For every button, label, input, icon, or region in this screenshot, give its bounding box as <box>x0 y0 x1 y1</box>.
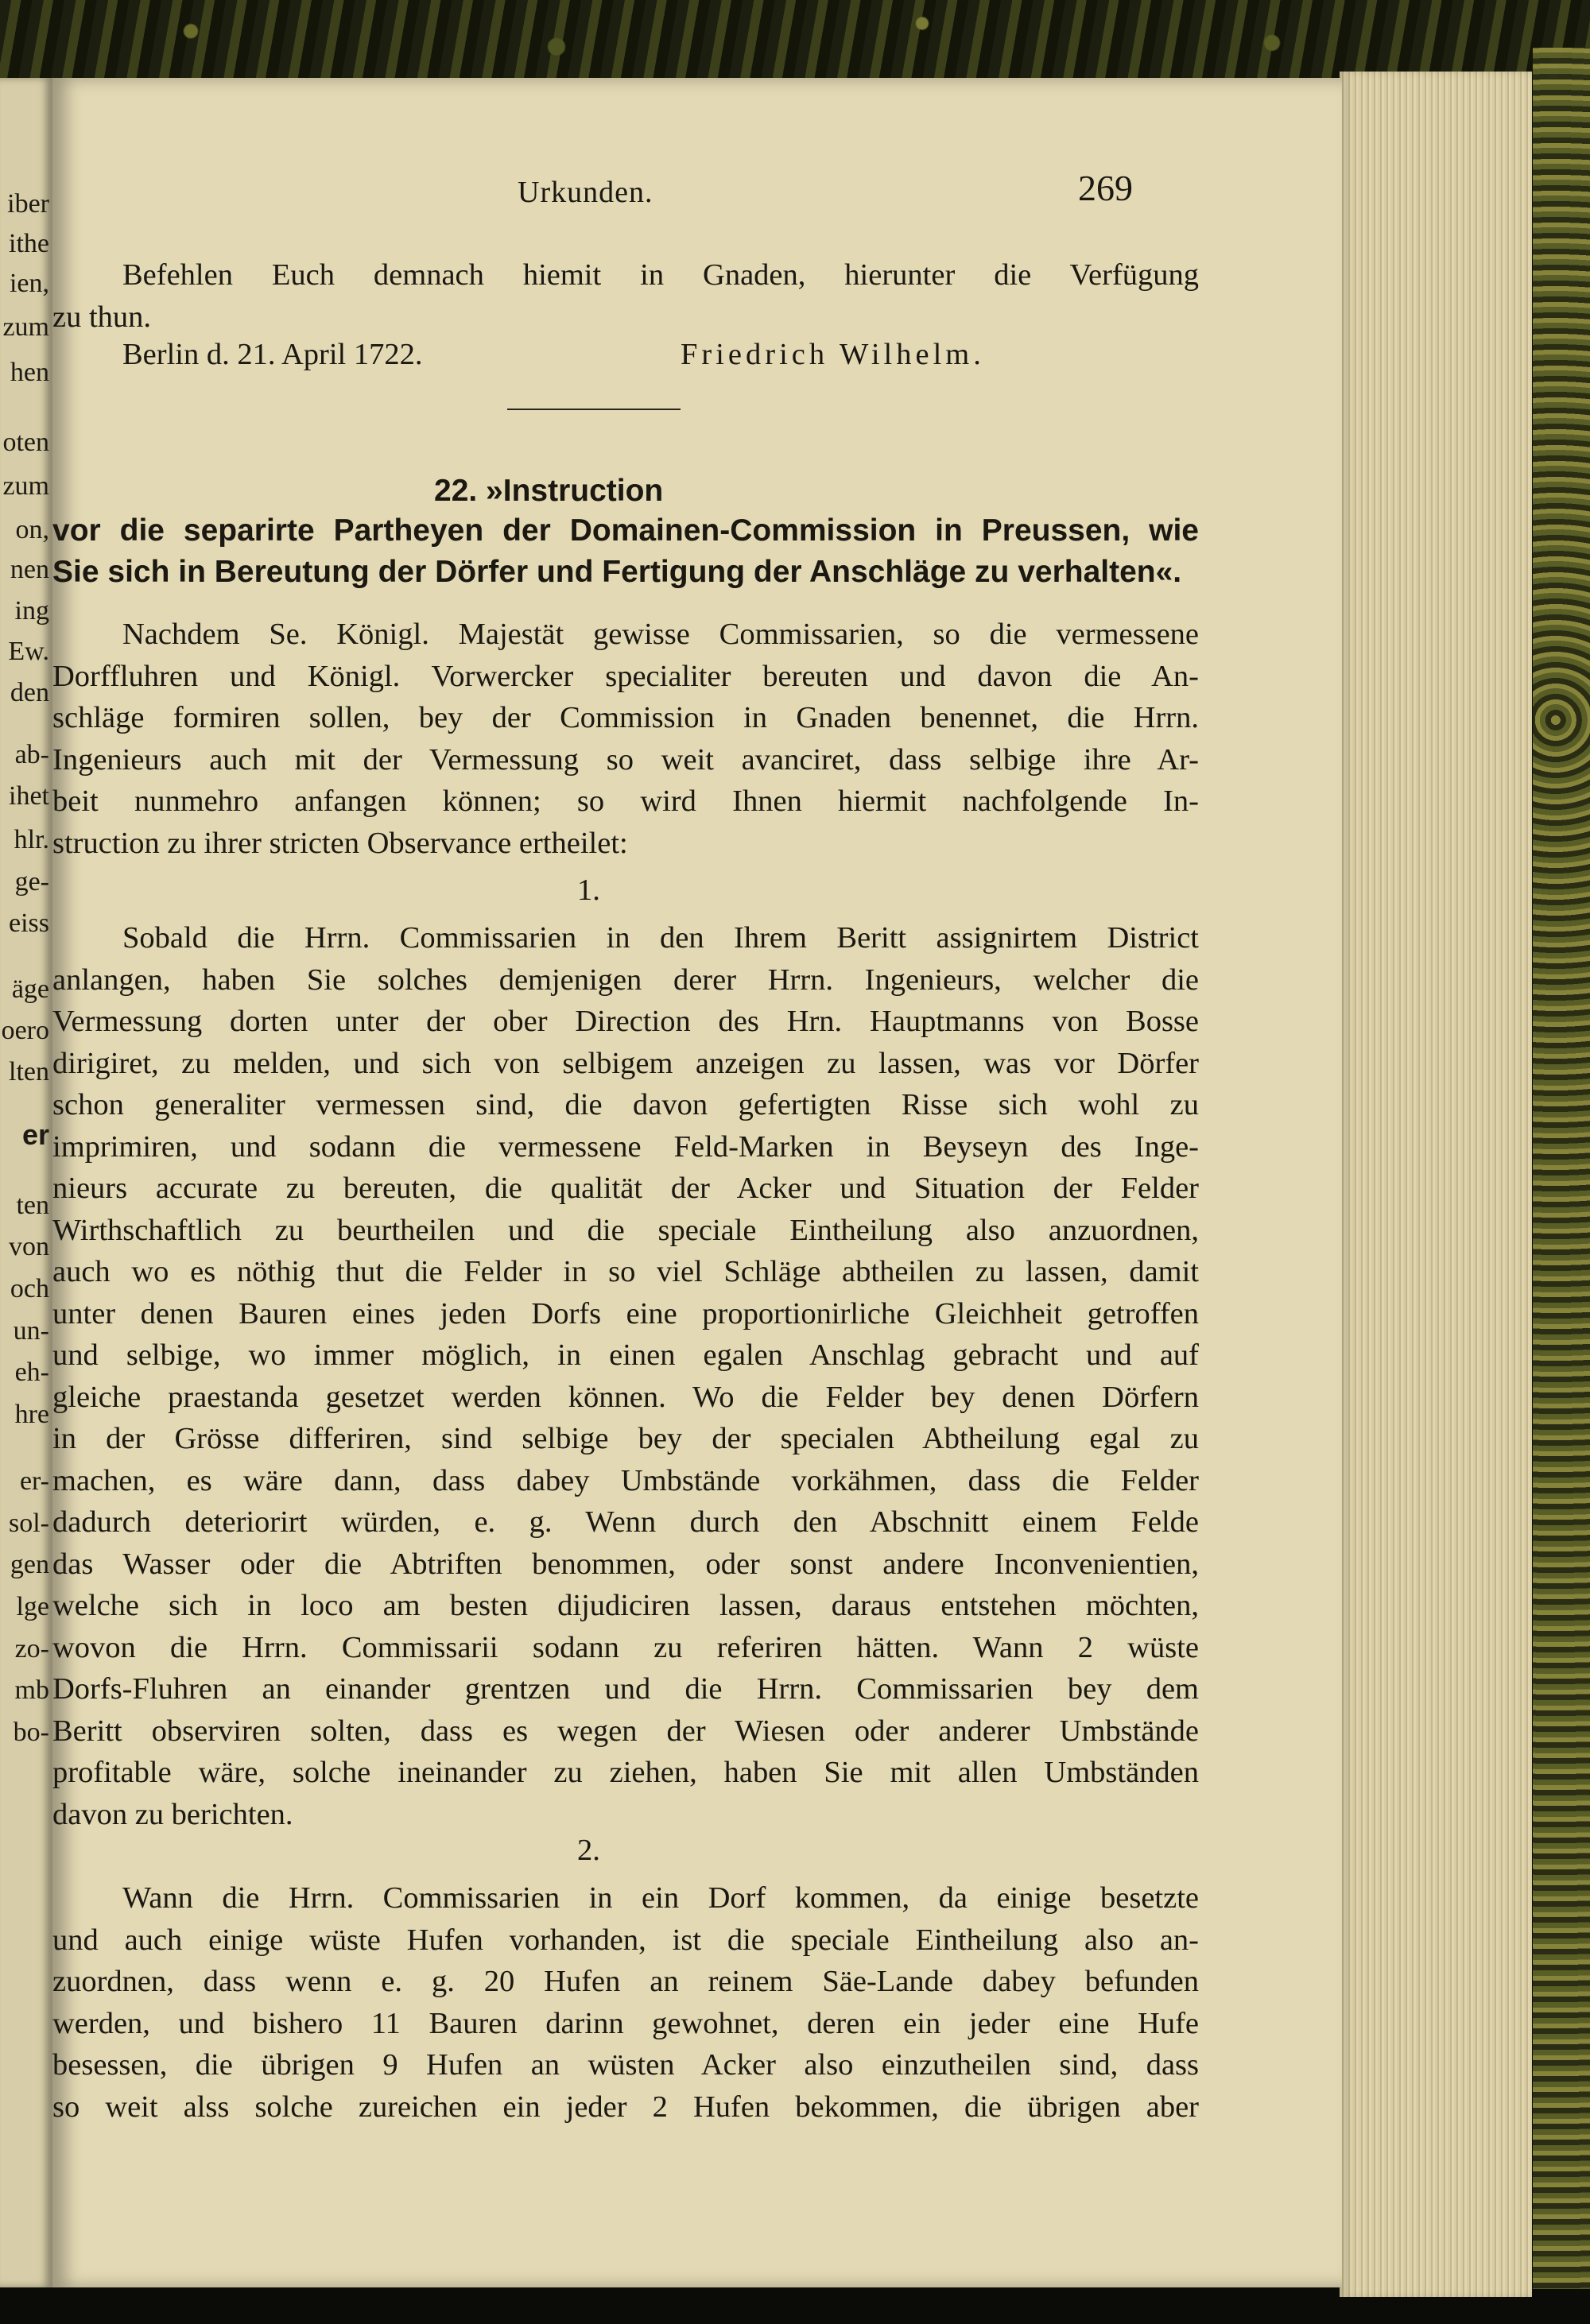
closing-signature: Friedrich Wilhelm. <box>681 338 985 371</box>
text-line: machen, es wäre dann, dass dabey Umbstände vorkähmen, dass die Felder <box>52 1463 1199 1497</box>
text-line: Wirthschaftlich zu beurtheilen und die speciale Eintheilung also anzuordnen, <box>52 1213 1199 1247</box>
text-line: und selbige, wo immer möglich, in einen egalen Anschlag gebracht und auf <box>52 1338 1199 1372</box>
left-page-fragment: zum <box>2 471 49 501</box>
left-page-fragment: och <box>10 1274 49 1303</box>
left-page-fragment: oten <box>2 428 49 457</box>
text-line: zuordnen, dass wenn e. g. 20 Hufen an reinem Säe-Lande dabey befunden <box>52 1965 1199 1998</box>
text-line: dadurch deteriorirt würden, e. g. Wenn durch den Abschnitt einem Felde <box>52 1505 1199 1539</box>
intro-paragraph <box>52 614 1199 864</box>
text-line: Dorffluhren und Königl. Vorwercker specialiter bereuten und davon die An- <box>52 659 1199 693</box>
left-page-fragment: on, <box>15 515 49 544</box>
text-line: Dorfs-Fluhren an einander grentzen und die Hrrn. Commissarien bey dem <box>52 1672 1199 1706</box>
text-line: beit nunmehro anfangen können; so wird Ihnen hiermit nachfolgende In- <box>52 784 1199 818</box>
document-title-line: Sie sich in Bereutung der Dörfer und Fertigung der Anschläge zu verhalten«. <box>52 555 1182 589</box>
left-page-fragment: mb <box>14 1675 49 1705</box>
page-edges <box>1340 72 1532 2297</box>
section-number: 1. <box>577 873 600 907</box>
section-number: 2. <box>577 1834 600 1867</box>
text-line: anlangen, haben Sie solches demjenigen derer Hrrn. Ingenieurs, welcher die <box>52 963 1199 997</box>
left-page-fragment: von <box>9 1232 49 1261</box>
left-page-fragment: den <box>10 678 49 707</box>
closing-date: Berlin d. 21. April 1722. <box>122 338 423 371</box>
left-page-fragment: ten <box>16 1191 49 1220</box>
text-line: imprimiren, und sodann die vermessene Feld-Marken in Beyseyn des Inge- <box>52 1129 1199 1164</box>
text-line: gleiche praestanda gesetzet werden können. Wo die Felder bey denen Dörfern <box>52 1380 1199 1414</box>
left-page-fragment: hre <box>14 1400 49 1429</box>
text-line: zu thun. <box>52 300 152 334</box>
left-page-fragment: lge <box>16 1592 49 1621</box>
running-head: Urkunden. <box>518 176 653 209</box>
text-line: so weit alss solche zureichen ein jeder 2 Hufen bekommen, die übrigen aber <box>52 2090 1199 2124</box>
left-page-fragment: bo- <box>13 1718 49 1747</box>
section-2-paragraph <box>52 1877 1199 2128</box>
left-page-fragment: zo- <box>14 1634 49 1664</box>
opening-paragraph <box>52 254 1199 338</box>
document-number-heading: 22. »Instruction <box>434 474 664 508</box>
text-line: Wann die Hrrn. Commissarien in ein Dorf kommen, da einige besetzte <box>122 1881 1199 1915</box>
book-page <box>52 78 1342 2287</box>
text-line: Befehlen Euch demnach hiemit in Gnaden, hierunter die Verfügung <box>122 258 1199 292</box>
left-page-fragment: eh- <box>14 1358 49 1387</box>
left-page-fragment: gen <box>10 1550 49 1579</box>
left-page-fragment: nen <box>10 555 49 584</box>
left-page-fragment: iber <box>7 189 49 219</box>
left-page-fragment: hlr. <box>14 825 49 854</box>
left-page-fragment: ab- <box>14 740 49 769</box>
text-line: nieurs accurate zu bereuten, die qualität der Acker und Situation der Felder <box>52 1172 1199 1205</box>
text-line: werden, und bishero 11 Bauren darinn gewohnet, deren ein jeder eine Hufe <box>52 2006 1199 2040</box>
text-line: struction zu ihrer stricten Observance ertheilet: <box>52 826 628 860</box>
text-line: Nachdem Se. Königl. Majestät gewisse Commissarien, so die vermessene <box>122 618 1199 651</box>
text-line: Vermessung dorten unter der ober Direction des Hrn. Hauptmanns von Bosse <box>52 1005 1199 1038</box>
text-line: besessen, die übrigen 9 Hufen an wüsten Acker also einzutheilen sind, dass <box>52 2048 1199 2082</box>
text-line: davon zu berichten. <box>52 1797 293 1831</box>
left-page-fragment: äge <box>11 974 49 1004</box>
text-line: schon generaliter vermessen sind, die davon gefertigten Risse sich wohl zu <box>52 1088 1199 1121</box>
left-page-fragment: un- <box>13 1316 49 1346</box>
left-page-fragment: hen <box>10 358 49 387</box>
left-page-fragment: zum <box>2 312 49 342</box>
left-page-fragment: sol- <box>9 1509 49 1538</box>
left-page-fragment: ihet <box>9 781 49 811</box>
text-line: dirigiret, zu melden, und sich von selbigem anzeigen zu lassen, was vor Dörfer <box>52 1046 1199 1080</box>
text-line: profitable wäre, solche ineinander zu ziehen, haben Sie mit allen Umbständen <box>52 1756 1199 1789</box>
left-page-fragment: er- <box>19 1466 49 1496</box>
left-page-fragment: Ew. <box>8 637 49 666</box>
document-title-line: vor die separirte Partheyen der Domainen-Commission in Preussen, wie <box>52 513 1199 548</box>
left-page-fragment: er <box>21 1118 49 1151</box>
text-line: welche sich in loco am besten dijudiciren lassen, daraus entstehen möchten, <box>52 1589 1199 1622</box>
left-page-fragment: eiss <box>9 908 49 938</box>
left-page-fragment: ge- <box>14 867 49 897</box>
marbled-binding-top <box>0 0 1590 78</box>
left-page-fragment: ien, <box>9 269 49 298</box>
text-line: Ingenieurs auch mit der Vermessung so weit avanciret, dass selbige ihre Ar- <box>52 742 1199 777</box>
text-line: unter denen Bauren eines jeden Dorfs eine proportionirliche Gleichheit getroffen <box>52 1296 1199 1330</box>
left-page-fragment: ing <box>14 596 49 626</box>
section-divider <box>507 409 681 410</box>
text-line: wovon die Hrrn. Commissarii sodann zu referiren hätten. Wann 2 wüste <box>52 1630 1199 1664</box>
left-page-fragment: oero <box>1 1016 49 1045</box>
left-page-fragment: ithe <box>9 229 49 258</box>
text-line: Sobald die Hrrn. Commissarien in den Ihrem Beritt assignirtem District <box>122 921 1199 955</box>
text-line: Beritt observiren solten, dass es wegen der Wiesen oder anderer Umbstände <box>52 1714 1199 1748</box>
left-page-fragment: lten <box>9 1057 49 1086</box>
page-number: 269 <box>1078 168 1133 208</box>
text-line: schläge formiren sollen, bey der Commission in Gnaden benennet, die Hrrn. <box>52 701 1199 734</box>
marbled-binding-right <box>1533 48 1590 2289</box>
text-line: auch wo es nöthig thut die Felder in so viel Schläge abtheilen zu lassen, damit <box>52 1255 1199 1288</box>
text-line: in der Grösse differiren, sind selbige bey der specialen Abtheilung egal zu <box>52 1422 1199 1455</box>
text-line: das Wasser oder die Abtriften benommen, oder sonst andere Inconvenientien, <box>52 1547 1199 1581</box>
left-page-margin <box>0 78 52 2287</box>
text-line: und auch einige wüste Hufen vorhanden, ist die speciale Eintheilung also an- <box>52 1923 1199 1957</box>
section-1-paragraph <box>52 917 1199 1835</box>
